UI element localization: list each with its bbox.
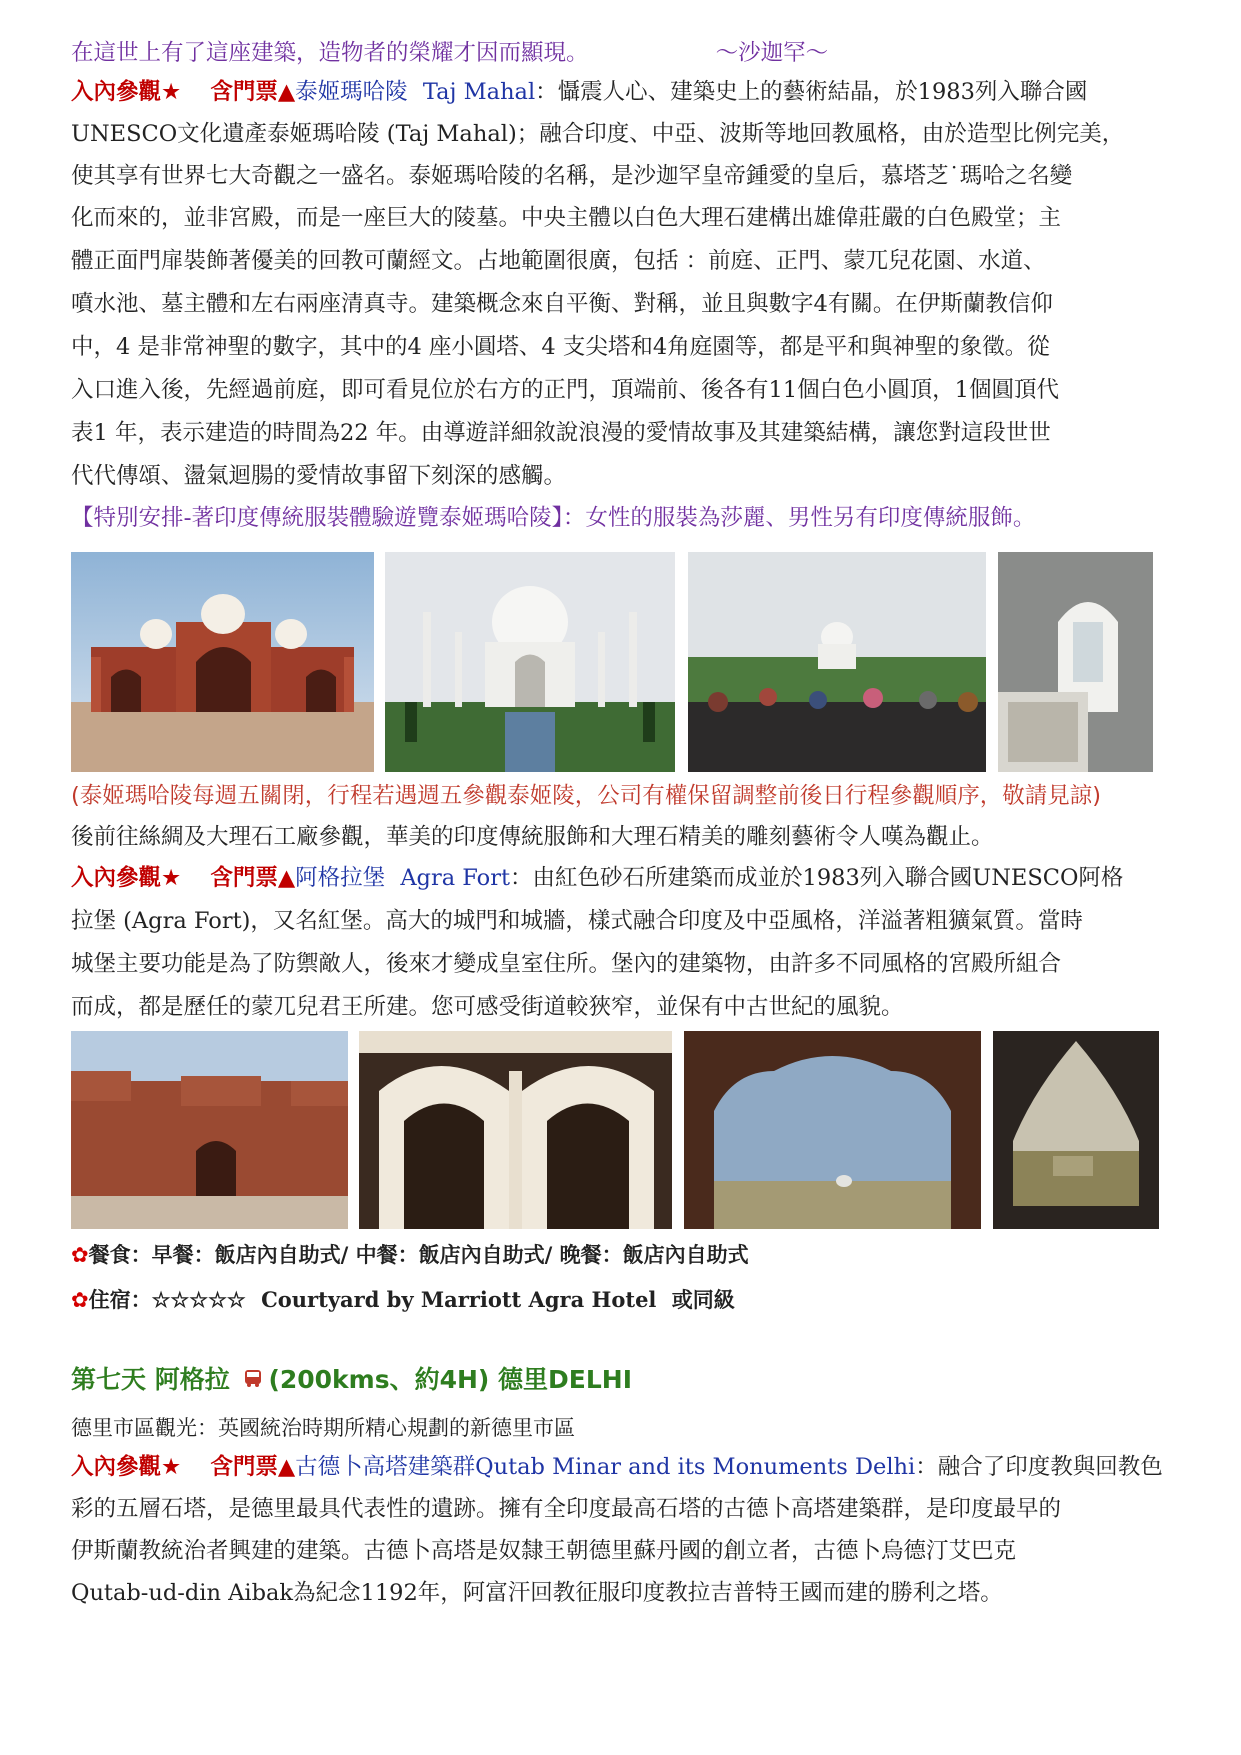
quote-text: 在這世上有了這座建築，造物者的榮耀才因而顯現。 [71, 40, 589, 66]
taj-line-7: 入口進入後，先經過前庭，即可看見位於右方的正門，頂端前、後各有11個白色小圓頂，1個圓頂代 [71, 377, 1059, 403]
photo-fort-hall [359, 1031, 672, 1229]
photo-taj-crowd [688, 552, 986, 772]
taj-name: 泰姬瑪哈陵 [295, 79, 408, 105]
agra-line-0: ：由紅色砂石所建築而成並於1983列入聯合國UNESCO阿格 [510, 865, 1124, 891]
qutab-line-0: ：融合了印度教與回教色 [915, 1454, 1163, 1480]
photo-fort-wall [71, 1031, 348, 1229]
photo-fort-window [993, 1031, 1159, 1229]
photo-fort-arch [684, 1031, 981, 1229]
stay-stars: ☆☆☆☆☆ [151, 1287, 246, 1312]
photo-red-mosque [71, 552, 374, 772]
qutab-line-1: 彩的五層石塔，是德里最具代表性的遺跡。擁有全印度最高石塔的古德卜高塔建築群，是印度最早的 [71, 1496, 1062, 1522]
taj-line-5: 噴水池、墓主體和左右兩座清真寺。建築概念來自平衡、對稱，並且與數字4有關。在伊斯蘭教信仰 [71, 291, 1053, 317]
stay-label: 住宿： [88, 1288, 152, 1312]
taj-line-8: 表1 年，表示建造的時間為22 年。由導遊詳細敘說浪漫的愛情故事及其建築結構，讓您對這段世世 [71, 420, 1051, 446]
bus-icon [242, 1364, 264, 1398]
taj-heading-line [71, 77, 1171, 107]
qutab-line-3: Qutab-ud-din Aibak為紀念1192年，阿富汗回教征服印度教拉吉普特王國而建的勝利之塔。 [71, 1580, 1003, 1606]
quote-line [71, 38, 1171, 68]
quote-author: ～沙迦罕～ [715, 40, 829, 66]
meals-line [71, 1240, 1171, 1270]
stay-suffix: 或同級 [671, 1288, 735, 1312]
taj-name-en: Taj Mahal [422, 79, 536, 105]
day7-title-b: (200kms、約4H) 德里DELHI [268, 1365, 633, 1394]
agra-name: 阿格拉堡 [295, 865, 386, 891]
taj-line-6: 中，4 是非常神聖的數字，其中的4 座小圓塔、4 支尖塔和4角庭園等，都是平和與神聖的象徵。從 [71, 334, 1050, 360]
visit-tag: 入內參觀★ [71, 79, 182, 105]
ticket-tag: 含門票▲ [210, 1454, 296, 1480]
day7-title-a: 第七天 阿格拉 [71, 1365, 230, 1394]
taj-line-1: UNESCO文化遺產泰姬瑪哈陵 (Taj Mahal)；融合印度、中亞、波斯等地回教風格，由於造型比例完美， [71, 121, 1125, 147]
agra-name-en: Agra Fort [400, 865, 511, 891]
taj-line-3: 化而來的，並非宮殿，而是一座巨大的陵墓。中央主體以白色大理石建構出雄偉莊嚴的白色殿堂；主 [71, 205, 1062, 231]
stay-hotel: Courtyard by Marriott Agra Hotel [261, 1287, 657, 1312]
agra-line-3: 而成，都是歷任的蒙兀兒君王所建。您可感受街道較狹窄，並保有中古世紀的風貌。 [71, 994, 904, 1020]
qutab-name: 古德卜高塔建築群Qutab Minar and its Monuments Delhi [295, 1454, 916, 1480]
photo-taj-interior [998, 552, 1153, 772]
ticket-tag: 含門票▲ [210, 865, 296, 891]
taj-line-0: ：懾震人心、建築史上的藝術結晶，於1983列入聯合國 [535, 79, 1088, 105]
agra-heading-line [71, 863, 1171, 893]
visit-tag: 入內參觀★ [71, 1454, 182, 1480]
taj-line-4: 體正面門扉裝飾著優美的回教可蘭經文。占地範圍很廣，包括 ：前庭、正門、蒙兀兒花園、水道、 [71, 248, 1046, 274]
qutab-heading-line [71, 1452, 1171, 1482]
taj-special: 【特別安排-著印度傳統服裝體驗遊覽泰姬瑪哈陵】：女性的服裝為莎麗、男性另有印度傳統服飾。 [71, 505, 1036, 531]
agra-line-1: 拉堡 (Agra Fort)，又名紅堡。高大的城門和城牆，樣式融合印度及中亞風格，洋溢著粗獷氣質。當時 [71, 908, 1083, 934]
day7-title [71, 1363, 1171, 1398]
taj-notice: (泰姬瑪哈陵每週五關閉，行程若遇週五參觀泰姬陵，公司有權保留調整前後日行程參觀順序，敬請見諒) [71, 783, 1102, 809]
meals-text: 早餐：飯店內自助式/ 中餐：飯店內自助式/ 晚餐：飯店內自助式 [151, 1243, 749, 1267]
taj-line-2: 使其享有世界七大奇觀之一盛名。泰姬瑪哈陵的名稱，是沙迦罕皇帝鍾愛的皇后，慕塔芝˙瑪哈之名變 [71, 163, 1073, 189]
meals-label: 餐食： [88, 1243, 152, 1267]
stay-line [71, 1285, 1171, 1315]
qutab-line-2: 伊斯蘭教統治者興建的建築。古德卜高塔是奴隸王朝德里蘇丹國的創立者，古德卜烏德汀艾巴克 [71, 1538, 1017, 1564]
visit-tag: 入內參觀★ [71, 865, 182, 891]
flower-icon: ✿ [71, 1243, 89, 1267]
delhi-intro: 德里市區觀光：英國統治時期所精心規劃的新德里市區 [71, 1416, 575, 1440]
photo-taj-front [385, 552, 675, 772]
flower-icon: ✿ [71, 1288, 89, 1312]
taj-line-9: 代代傳頌、盪氣迴腸的愛情故事留下刻深的感觸。 [71, 463, 567, 489]
ticket-tag: 含門票▲ [210, 79, 296, 105]
taj-after: 後前往絲綢及大理石工廠參觀，華美的印度傳統服飾和大理石精美的雕刻藝術令人嘆為觀止。 [71, 824, 994, 850]
agra-line-2: 城堡主要功能是為了防禦敵人，後來才變成皇室住所。堡內的建築物，由許多不同風格的宮殿所組合 [71, 951, 1062, 977]
